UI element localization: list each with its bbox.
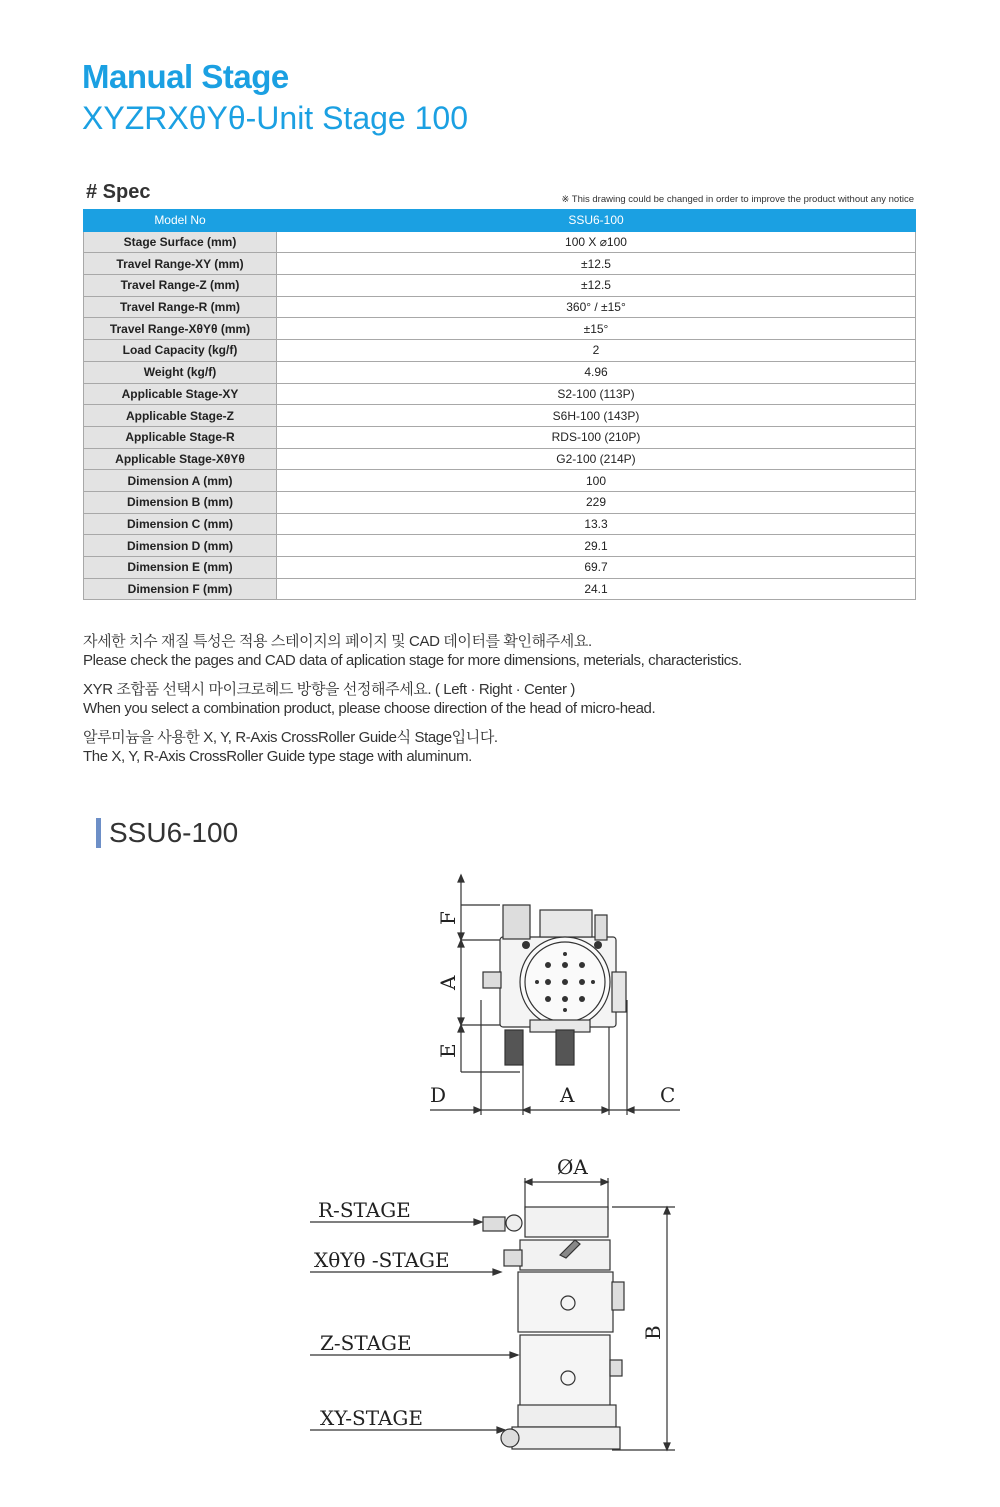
dim-label-d: D: [430, 1083, 447, 1107]
spec-row: [84, 405, 916, 427]
label-xy-theta-stage: XθYθ -STAGE: [314, 1248, 450, 1272]
spec-row: [84, 383, 916, 405]
spec-row-value: 360° / ±15°: [277, 296, 916, 318]
notice-text: ※ This drawing could be changed in order to improve the product without any notice: [561, 194, 914, 205]
spec-row-value: 24.1: [277, 578, 916, 600]
spec-row-label: Applicable Stage-XθYθ: [84, 448, 277, 470]
spec-table: [83, 209, 916, 600]
notes: [83, 632, 742, 776]
spec-row-label: Travel Range-Z (mm): [84, 275, 277, 297]
side-view-drawing: [310, 1178, 675, 1450]
header-label-cell: Model No: [84, 210, 277, 232]
note-ko: 자세한 치수 재질 특성은 적용 스테이지의 페이지 및 CAD 데이터를 확인해주세요.: [83, 633, 592, 650]
spec-row: [84, 231, 916, 253]
spec-row: [84, 361, 916, 383]
note-dimensions: [83, 632, 742, 670]
note-ko: XYR 조합품 선택시 마이크로헤드 방향을 선정해주세요. ( Left · Right · Center ): [83, 681, 575, 698]
dim-label-e: E: [436, 1043, 460, 1058]
dim-label-f: F: [436, 911, 460, 925]
spec-row: [84, 426, 916, 448]
spec-row: [84, 470, 916, 492]
spec-row-value: 2: [277, 340, 916, 362]
spec-row: [84, 513, 916, 535]
spec-row-label: Dimension D (mm): [84, 535, 277, 557]
dim-label-b: B: [641, 1325, 665, 1340]
spec-row-value: G2-100 (214P): [277, 448, 916, 470]
spec-table-header: [84, 210, 916, 232]
spec-row-label: Stage Surface (mm): [84, 231, 277, 253]
note-ko: 알루미늄을 사용한 X, Y, R-Axis CrossRoller Guide식 Stage입니다.: [83, 729, 498, 746]
spec-row-value: 69.7: [277, 557, 916, 579]
spec-row-label: Applicable Stage-XY: [84, 383, 277, 405]
spec-row-value: 13.3: [277, 513, 916, 535]
spec-row-label: Applicable Stage-Z: [84, 405, 277, 427]
spec-row-label: Dimension F (mm): [84, 578, 277, 600]
spec-row-value: ±15°: [277, 318, 916, 340]
spec-row-value: S2-100 (113P): [277, 383, 916, 405]
spec-row-value: 100: [277, 470, 916, 492]
spec-row-label: Dimension E (mm): [84, 557, 277, 579]
spec-row-label: Load Capacity (kg/f): [84, 340, 277, 362]
spec-row-label: Weight (kg/f): [84, 361, 277, 383]
spec-row: [84, 491, 916, 513]
spec-row-value: 4.96: [277, 361, 916, 383]
label-xy-stage: XY-STAGE: [320, 1406, 423, 1430]
dim-label-a-vertical: A: [436, 975, 460, 990]
dim-label-a-horizontal: A: [560, 1083, 575, 1107]
note-direction: [83, 680, 742, 718]
spec-row: [84, 340, 916, 362]
spec-row-value: 100 X ⌀100: [277, 231, 916, 253]
dim-label-c: C: [660, 1083, 676, 1107]
note-material: [83, 728, 742, 766]
spec-row: [84, 557, 916, 579]
spec-row-value: 29.1: [277, 535, 916, 557]
spec-row: [84, 253, 916, 275]
spec-row-value: S6H-100 (143P): [277, 405, 916, 427]
note-en: The X, Y, R-Axis CrossRoller Guide type stage with aluminum.: [83, 748, 472, 765]
spec-row-value: RDS-100 (210P): [277, 426, 916, 448]
dim-label-phi-a: ØA: [557, 1155, 588, 1179]
spec-row-label: Dimension A (mm): [84, 470, 277, 492]
spec-row: [84, 296, 916, 318]
spec-row-label: Travel Range-XθYθ (mm): [84, 318, 277, 340]
label-z-stage: Z-STAGE: [320, 1331, 412, 1355]
label-r-stage: R-STAGE: [318, 1198, 411, 1222]
spec-heading: # Spec: [86, 181, 151, 203]
spec-row-label: Dimension B (mm): [84, 491, 277, 513]
header-value-cell: SSU6-100: [277, 210, 916, 232]
page-title: Manual Stage: [82, 58, 289, 95]
spec-row-value: 229: [277, 491, 916, 513]
spec-row-label: Applicable Stage-R: [84, 426, 277, 448]
section-title: SSU6-100: [96, 818, 238, 848]
spec-row: [84, 318, 916, 340]
spec-table-body: [84, 231, 916, 600]
spec-row-label: Dimension C (mm): [84, 513, 277, 535]
spec-row: [84, 448, 916, 470]
note-en: Please check the pages and CAD data of aplication stage for more dimensions, meterials, characteristics.: [83, 652, 742, 669]
spec-row-label: Travel Range-R (mm): [84, 296, 277, 318]
spec-row: [84, 578, 916, 600]
note-en: When you select a combination product, please choose direction of the head of micro-head.: [83, 700, 656, 717]
spec-row-value: ±12.5: [277, 253, 916, 275]
spec-row: [84, 275, 916, 297]
spec-row: [84, 535, 916, 557]
page-subtitle: XYZRXθYθ-Unit Stage 100: [82, 100, 468, 136]
spec-row-label: Travel Range-XY (mm): [84, 253, 277, 275]
spec-row-value: ±12.5: [277, 275, 916, 297]
